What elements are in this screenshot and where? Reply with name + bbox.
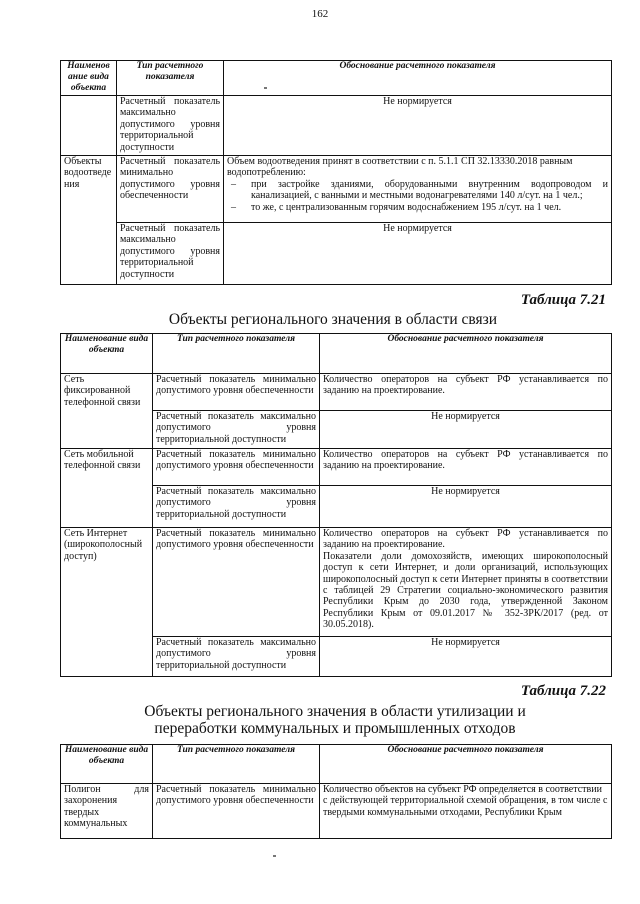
header-indicator-basis: Обоснование расчетного показателя xyxy=(320,334,612,374)
scan-speck xyxy=(273,855,276,857)
table-caption: Таблица 7.21 xyxy=(520,292,606,308)
object-name-cell: Сеть фиксированной телефонной связи xyxy=(61,374,153,449)
header-indicator-type: Тип расчетного показателя xyxy=(153,745,320,784)
object-name-cell: Сеть мобильной телефонной связи xyxy=(61,449,153,528)
table-cell: Расчетный показатель максимально допустимого уровня территориальной доступности xyxy=(153,486,320,528)
basis-intro: Объем водоотведения принят в соответствии с п. 5.1.1 СП 32.13330.2018 равным водопотреблению: xyxy=(227,156,573,179)
table-cell: Количество объектов на субъект РФ определяется в соответствии с действующей территориальной схемой обращения, в том числе с твердыми коммунальными отходами, Республики Крым xyxy=(320,784,612,839)
basis-text: Количество операторов на субъект РФ устанавливается по заданию на проектирование. xyxy=(323,528,608,551)
table-cell: Не нормируется xyxy=(224,223,612,285)
basis-text: Показатели доли домохозяйств, имеющих широкополосный доступ к сети Интернет, и доли организаций, использующих широкополосный доступ к сети Интернет приняты в соответствии с таблицей 29 Стратегии социально-экономического развития Республики Крым до 2030 года, утвержденной Законом Республики Крым от 09.01.2017 № 352-ЗРК/2017 (ред. от 30.05.2018). xyxy=(323,550,608,631)
communications-table xyxy=(60,333,612,677)
table-cell: Не нормируется xyxy=(320,486,612,528)
basis-list xyxy=(227,179,608,213)
table-cell: Не нормируется xyxy=(224,96,612,156)
table-heading: Объекты регионального значения в области связи xyxy=(168,311,498,328)
table-cell: Расчетный показатель минимально допустимого уровня обеспеченности xyxy=(153,374,320,411)
waste-table xyxy=(60,744,612,839)
object-name-cell: Объекты водоотведе ния xyxy=(61,156,117,285)
table-cell: Количество операторов на субъект РФ устанавливается по заданию на проектирование. xyxy=(320,374,612,411)
table-cell: Расчетный показатель максимально допустимого уровня территориальной доступности xyxy=(153,637,320,677)
header-object-name: Наименование вида объекта xyxy=(61,334,153,374)
header-indicator-type: Тип расчетного показателя xyxy=(117,61,224,96)
table-cell: Расчетный показатель минимально допустимого уровня обеспеченности xyxy=(117,156,224,223)
header-object-name: Наименование вида объекта xyxy=(61,745,153,784)
table-cell: Расчетный показатель максимально допустимого уровня территориальной доступности xyxy=(153,411,320,449)
table-cell xyxy=(224,156,612,223)
table-cell xyxy=(61,96,117,156)
table-caption: Таблица 7.22 xyxy=(520,683,606,699)
header-indicator-basis: Обоснование расчетного показателя xyxy=(224,61,612,96)
header-indicator-type: Тип расчетного показателя xyxy=(153,334,320,374)
list-item: – при застройке зданиями, оборудованными внутренним водопроводом и канализацией, с ванными и местными водонагревателями 140 л/сут. на 1 чел.; xyxy=(227,179,608,202)
table-cell: Расчетный показатель максимально допустимого уровня территориальной доступности xyxy=(117,96,224,156)
object-name-cell: Сеть Интернет (широкополосный доступ) xyxy=(61,528,153,677)
page-number: 162 xyxy=(311,8,329,20)
table-cell: Расчетный показатель минимально допустимого уровня обеспеченности xyxy=(153,449,320,486)
scan-speck xyxy=(264,87,267,89)
object-name-cell: Полигон для захоронения твердых коммунальных xyxy=(61,784,153,839)
table-cell: Расчетный показатель минимально допустимого уровня обеспеченности xyxy=(153,784,320,839)
water-disposal-table xyxy=(60,60,612,285)
table-cell: Не нормируется xyxy=(320,637,612,677)
table-cell: Расчетный показатель минимально допустимого уровня обеспеченности xyxy=(153,528,320,637)
table-heading: Объекты регионального значения в области утилизации и переработки коммунальных и промышленных отходов xyxy=(144,703,526,737)
table-cell xyxy=(320,528,612,637)
list-item: – то же, с централизованным горячим водоснабжением 195 л/сут. на 1 чел. xyxy=(227,202,608,213)
table-cell: Не нормируется xyxy=(320,411,612,449)
header-object-name: Наименов ание вида объекта xyxy=(61,61,117,96)
table-cell: Количество операторов на субъект РФ устанавливается по заданию на проектирование. xyxy=(320,449,612,486)
header-indicator-basis: Обоснование расчетного показателя xyxy=(320,745,612,784)
table-cell: Расчетный показатель максимально допустимого уровня территориальной доступности xyxy=(117,223,224,285)
